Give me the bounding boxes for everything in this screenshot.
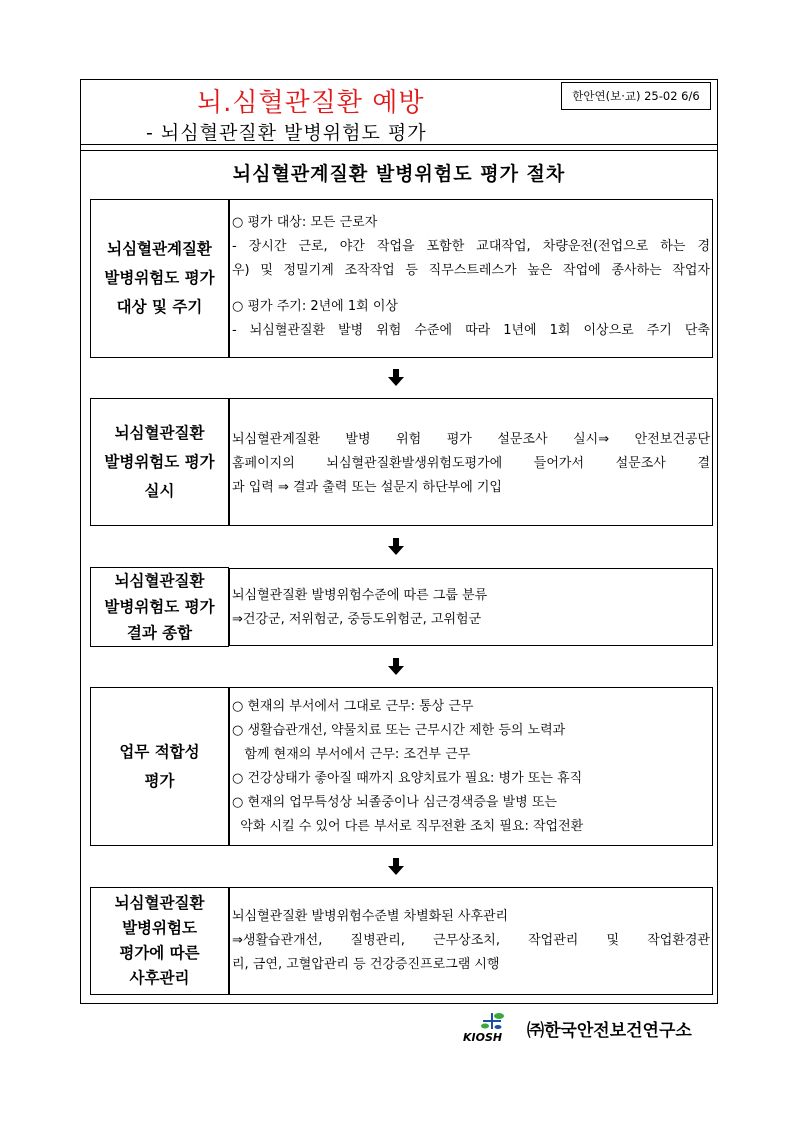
step-1-line-3: 우) 및 정밀기계 조작작업 등 직무스트레스가 높은 작업에 종사하는 작업자	[232, 263, 710, 278]
page-title: 뇌.심혈관질환 예방	[197, 88, 425, 118]
step-2-line-3: 과 입력 ⇒ 결과 출력 또는 설문지 하단부에 기입	[232, 480, 502, 495]
step-5-content	[229, 887, 713, 995]
step-2-label: 뇌심혈관질환 발병위험도 평가 실시	[90, 398, 229, 526]
step-3-content	[229, 568, 713, 646]
step-4-line-2: ○ 생활습관개선, 약물치료 또는 근무시간 제한 등의 노력과	[232, 723, 566, 738]
step-1-content	[229, 199, 713, 358]
step-2-content	[229, 398, 713, 526]
step-4-line-4: ○ 건강상태가 좋아질 때까지 요양치료가 필요: 병가 또는 휴직	[232, 771, 583, 786]
step-1-line-1: ○ 평가 대상: 모든 근로자	[232, 215, 378, 230]
down-arrow-icon	[388, 538, 404, 556]
organization-name: ㈜한국안전보건연구소	[527, 1020, 692, 1041]
step-4-line-5: ○ 현재의 업무특성상 뇌졸중이나 심근경색증을 발병 또는	[232, 795, 557, 810]
document-number: 한안연(보·교) 25-02 6/6	[561, 82, 711, 110]
logo-text: KIOSH	[463, 1031, 503, 1044]
step-5-line-3: 리, 금연, 고혈압관리 등 건강증진프로그램 시행	[232, 957, 500, 972]
header-divider-2	[80, 150, 718, 151]
step-3-line-1: 뇌심혈관질환 발병위험수준에 따른 그룹 분류	[232, 588, 488, 603]
kiosh-logo-icon	[463, 1011, 525, 1045]
step-4-label: 업무 적합성 평가	[90, 687, 229, 846]
footer	[463, 1011, 692, 1045]
step-5-label: 뇌심혈관질환 발병위험도 평가에 따른 사후관리	[90, 887, 229, 995]
step-2-line-2: 홈페이지의 뇌심혈관질환발생위험도평가에 들어가서 설문조사 결	[232, 456, 710, 471]
down-arrow-icon	[388, 369, 404, 387]
step-5-line-2: ⇒생활습관개선, 질병관리, 근무상조치, 작업관리 및 작업환경관	[232, 933, 710, 948]
step-4-line-1: ○ 현재의 부서에서 그대로 근무: 통상 근무	[232, 699, 474, 714]
page-subtitle: - 뇌심혈관질환 발병위험도 평가	[146, 122, 427, 144]
step-3-label: 뇌심혈관질환 발병위험도 평가 결과 종합	[90, 567, 229, 647]
step-1-line-5: - 뇌심혈관질환 발병 위험 수준에 따라 1년에 1회 이상으로 주기 단축	[232, 323, 710, 338]
step-5-line-1: 뇌심혈관질환 발병위험수준별 차별화된 사후관리	[232, 909, 509, 924]
procedure-title: 뇌심혈관계질환 발병위험도 평가 절차	[232, 163, 566, 185]
down-arrow-icon	[388, 858, 404, 876]
step-1-label: 뇌심혈관계질환 발병위험도 평가 대상 및 주기	[90, 199, 229, 358]
step-4-line-3: 함께 현재의 부서에서 근무: 조건부 근무	[232, 747, 471, 762]
step-1-line-4: ○ 평가 주기: 2년에 1회 이상	[232, 299, 398, 314]
step-4-line-6: 악화 시킬 수 있어 다른 부서로 직무전환 조치 필요: 작업전환	[232, 819, 584, 834]
step-4-content	[229, 687, 713, 846]
down-arrow-icon	[388, 658, 404, 676]
step-3-line-2: ⇒건강군, 저위험군, 중등도위험군, 고위험군	[232, 612, 482, 627]
step-1-line-2: - 장시간 근로, 야간 작업을 포함한 교대작업, 차량운전(전업으로 하는 경	[232, 239, 710, 254]
step-2-line-1: 뇌심혈관계질환 발병 위험 평가 설문조사 실시⇒ 안전보건공단	[232, 432, 710, 447]
